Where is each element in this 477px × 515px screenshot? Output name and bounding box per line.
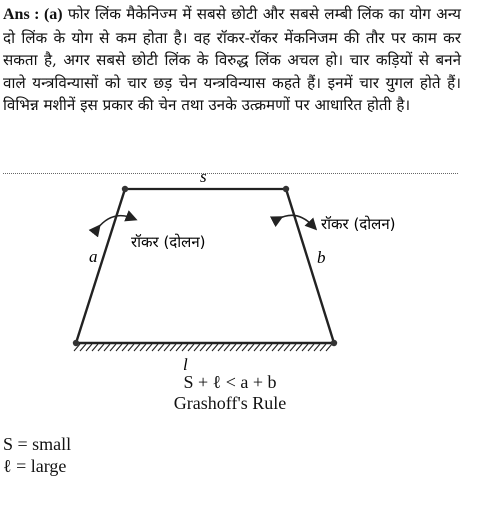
hatch-stroke: [242, 344, 248, 351]
hatch-stroke: [140, 344, 146, 351]
label-a: a: [89, 247, 98, 266]
hatch-stroke: [80, 344, 86, 351]
hatch-stroke: [152, 344, 158, 351]
hatch-stroke: [194, 344, 200, 351]
joint-bottom-right: [331, 340, 337, 346]
hatch-stroke: [182, 344, 188, 351]
hatch-stroke: [134, 344, 140, 351]
hatch-stroke: [146, 344, 152, 351]
hatch-stroke: [272, 344, 278, 351]
joint-top-left: [122, 186, 128, 192]
hatch-stroke: [314, 344, 320, 351]
answer-prefix: Ans : (a): [3, 6, 63, 23]
hatch-stroke: [122, 344, 128, 351]
hatch-stroke: [92, 344, 98, 351]
hatch-stroke: [230, 344, 236, 351]
hatch-stroke: [164, 344, 170, 351]
hatch-stroke: [236, 344, 242, 351]
hatch-stroke: [110, 344, 116, 351]
answer-text: फोर लिंक मैकेनिज्म में सबसे छोटी और सबसे लम्बी लिंक का योग अन्य दो लिंक के योग से कम होता है। वह रॉकर-रॉकर मेंकनिजम की तौर पर काम कर सकता है, अगर सबसे छोटी लिंक के विरुद्ध लिंक अचल हो। चार कड़ियों से बनने वाले यन्त्रविन्यासों को चार छड़ चेन यन्त्रविन्यास कहते हैं। इनमें चार युगल होते हैं। विभिन्न मशीनें इस प्रकार की चेन तथा उनके उत्क्रमणों पर आधारित होती है।: [3, 5, 461, 114]
label-s: s: [200, 167, 207, 186]
hatch-stroke: [212, 344, 218, 351]
hatch-stroke: [260, 344, 266, 351]
hatch-stroke: [296, 344, 302, 351]
joint-bottom-left: [73, 340, 79, 346]
hatch-stroke: [170, 344, 176, 351]
hatch-stroke: [116, 344, 122, 351]
hatch-stroke: [98, 344, 104, 351]
hatch-stroke: [320, 344, 326, 351]
rule-name: Grashoff's Rule: [173, 393, 287, 413]
hatch-stroke: [188, 344, 194, 351]
link-b: [286, 189, 334, 343]
hatch-stroke: [200, 344, 206, 351]
hatch-stroke: [176, 344, 182, 351]
label-b: b: [317, 248, 326, 267]
hatch-stroke: [290, 344, 296, 351]
hatch-stroke: [266, 344, 272, 351]
link-a: [76, 189, 125, 343]
hatch-stroke: [248, 344, 254, 351]
hatch-stroke: [308, 344, 314, 351]
definition-small: S = small: [3, 434, 72, 454]
hatch-stroke: [104, 344, 110, 351]
hatch-stroke: [302, 344, 308, 351]
hatch-stroke: [128, 344, 134, 351]
rocker-right-label: रॉकर (दोलन): [321, 215, 396, 233]
rocker-left-label: रॉकर (दोलन): [131, 233, 206, 251]
definition-large: ℓ = large: [3, 456, 67, 476]
grashof-formula: S + ℓ < a + b: [183, 372, 277, 392]
label-l: l: [183, 355, 188, 374]
hatch-stroke: [284, 344, 290, 351]
hatch-stroke: [206, 344, 212, 351]
hatch-stroke: [218, 344, 224, 351]
hatch-stroke: [326, 344, 332, 351]
hatch-stroke: [224, 344, 230, 351]
hatch-stroke: [86, 344, 92, 351]
hatch-stroke: [254, 344, 260, 351]
joint-top-right: [283, 186, 289, 192]
hatch-stroke: [158, 344, 164, 351]
hatch-stroke: [278, 344, 284, 351]
